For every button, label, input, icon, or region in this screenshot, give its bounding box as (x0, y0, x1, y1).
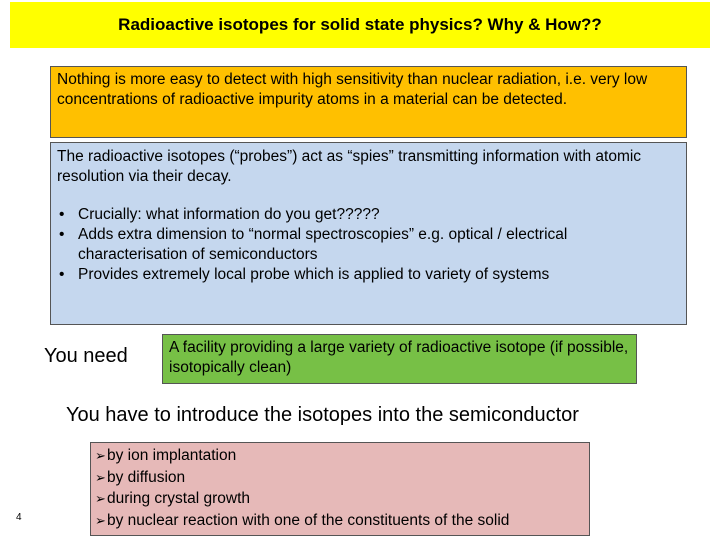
arrow-bullet-icon: ➢ (95, 469, 106, 485)
arrow-bullet-icon: ➢ (95, 448, 106, 463)
list-item (57, 265, 680, 285)
method-text: during crystal growth (107, 490, 251, 507)
bullet-text: Adds extra dimension to “normal spectroscopies” e.g. optical / electrical characterisation of semiconductors (78, 226, 568, 263)
bullet-icon: • (59, 206, 65, 223)
list-item (57, 205, 680, 225)
bullet-icon: • (59, 266, 65, 283)
list-item (95, 488, 585, 510)
bullet-icon: • (59, 226, 65, 243)
probes-box (50, 142, 687, 325)
list-item (95, 445, 585, 467)
list-item (95, 510, 585, 532)
page-number: 4 (16, 512, 22, 523)
bullet-text: Provides extremely local probe which is applied to variety of systems (78, 266, 550, 283)
facility-box (162, 334, 637, 384)
list-item (57, 225, 680, 265)
method-text: by nuclear reaction with one of the constituents of the solid (107, 511, 510, 529)
probes-bullet-list (57, 205, 680, 285)
bullet-text: Crucially: what information do you get????? (78, 206, 380, 223)
you-need-label: You need (44, 345, 128, 367)
detection-note-text: Nothing is more easy to detect with high sensitivity than nuclear radiation, i.e. very low concentrations of radioactive impurity atoms in a material can be detected. (57, 71, 648, 108)
probes-intro-text: The radioactive isotopes (“probes”) act as “spies” transmitting information with atomic resolution via their decay. (57, 148, 642, 185)
arrow-bullet-icon: ➢ (95, 512, 106, 528)
arrow-bullet-icon: ➢ (95, 491, 106, 506)
detection-note-box (50, 66, 687, 138)
facility-text: A facility providing a large variety of radioactive isotope (if possible, isotopically clean) (169, 339, 629, 376)
slide-title: Radioactive isotopes for solid state physics? Why & How?? (118, 15, 602, 34)
list-item (95, 467, 585, 489)
introduce-heading: You have to introduce the isotopes into the semiconductor (66, 404, 579, 426)
method-text: by diffusion (107, 468, 186, 486)
methods-box (90, 442, 590, 536)
slide-title-bar (10, 2, 710, 48)
method-text: by ion implantation (107, 447, 237, 464)
